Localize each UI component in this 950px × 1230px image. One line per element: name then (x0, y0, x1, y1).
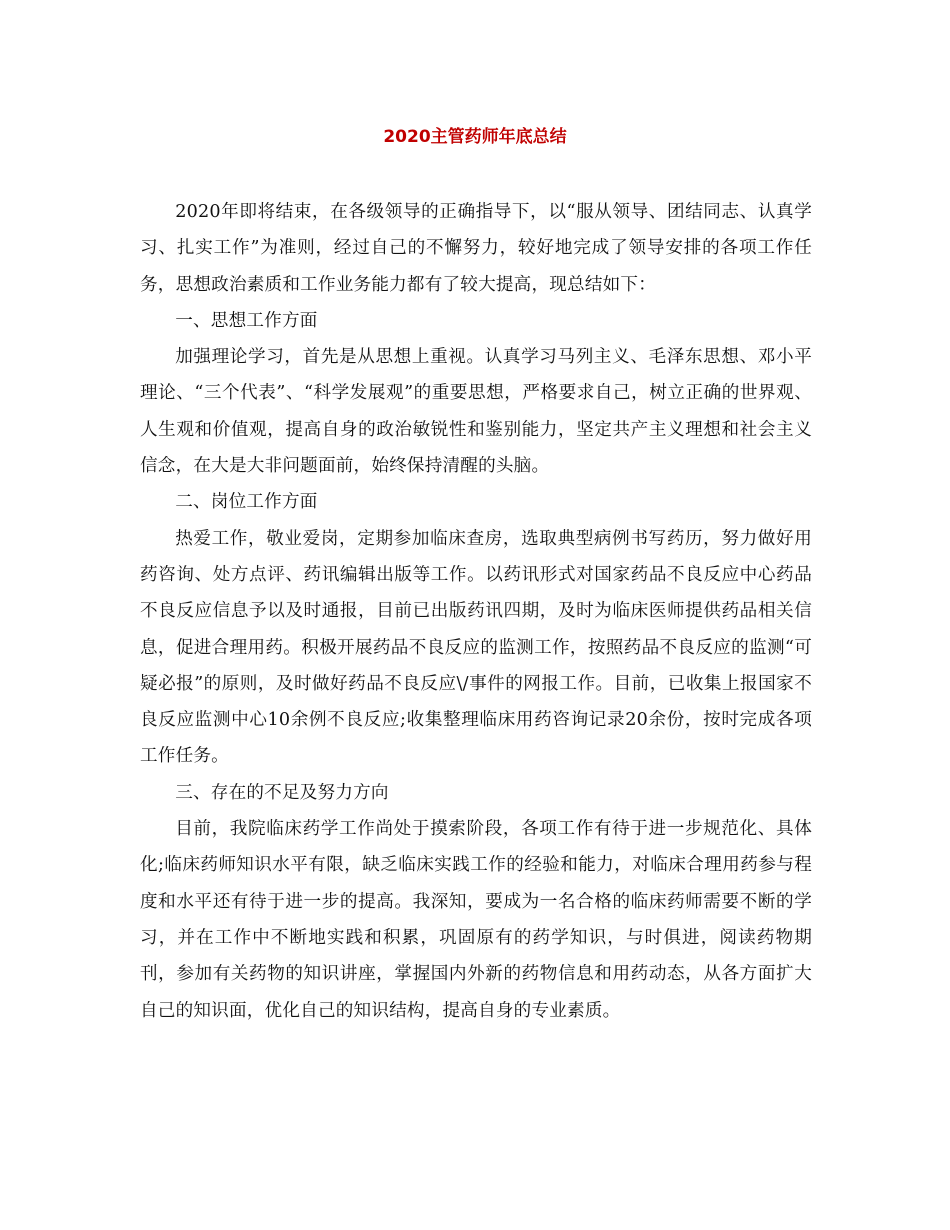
job-paragraph: 热爱工作，敬业爱岗，定期参加临床查房，选取典型病例书写药历，努力做好用药咨询、处方点评、药讯编辑出版等工作。以药讯形式对国家药品不良反应中心药品不良反应信息予以及时通报，目前已出版药讯四期，及时为临床医师提供药品相关信息，促进合理用药。积极开展药品不良反应的监测工作，按照药品不良反应的监测“可疑必报”的原则，及时做好药品不良反应\/事件的网报工作。目前，已收集上报国家不良反应监测中心10余例不良反应;收集整理临床用药咨询记录20余份，按时完成各项工作任务。 (140, 528, 812, 767)
intro-paragraph: 2020年即将结束，在各级领导的正确指导下，以“服从领导、团结同志、认真学习、扎实工作”为准则，经过自己的不懈努力，较好地完成了领导安排的各项工作任务，思想政治素质和工作业务能力都有了较大提高，现总结如下： (140, 202, 812, 295)
section-heading-job: 二、岗位工作方面 (175, 492, 318, 513)
ideology-paragraph: 加强理论学习，首先是从思想上重视。认真学习马列主义、毛泽东思想、邓小平理论、“三个代表”、“科学发展观”的重要思想，严格要求自己，树立正确的世界观、人生观和价值观，提高自身的政治敏锐性和鉴别能力，坚定共产主义理想和社会主义信念，在大是大非问题面前，始终保持清醒的头脑。 (140, 347, 812, 477)
section-heading-shortcomings: 三、存在的不足及努力方向 (175, 782, 389, 803)
document-title: 2020主管药师年底总结 (383, 127, 567, 147)
section-heading-ideology: 一、思想工作方面 (175, 310, 318, 331)
document-body (140, 194, 812, 1029)
shortcomings-paragraph: 目前，我院临床药学工作尚处于摸索阶段，各项工作有待于进一步规范化、具体化;临床药师知识水平有限，缺乏临床实践工作的经验和能力，对临床合理用药参与程度和水平还有待于进一步的提高。我深知，要成为一名合格的临床药师需要不断的学习，并在工作中不断地实践和积累，巩固原有的药学知识，与时俱进，阅读药物期刊，参加有关药物的知识讲座，掌握国内外新的药物信息和用药动态，从各方面扩大自己的知识面，优化自己的知识结构，提高自身的专业素质。 (140, 819, 812, 1021)
